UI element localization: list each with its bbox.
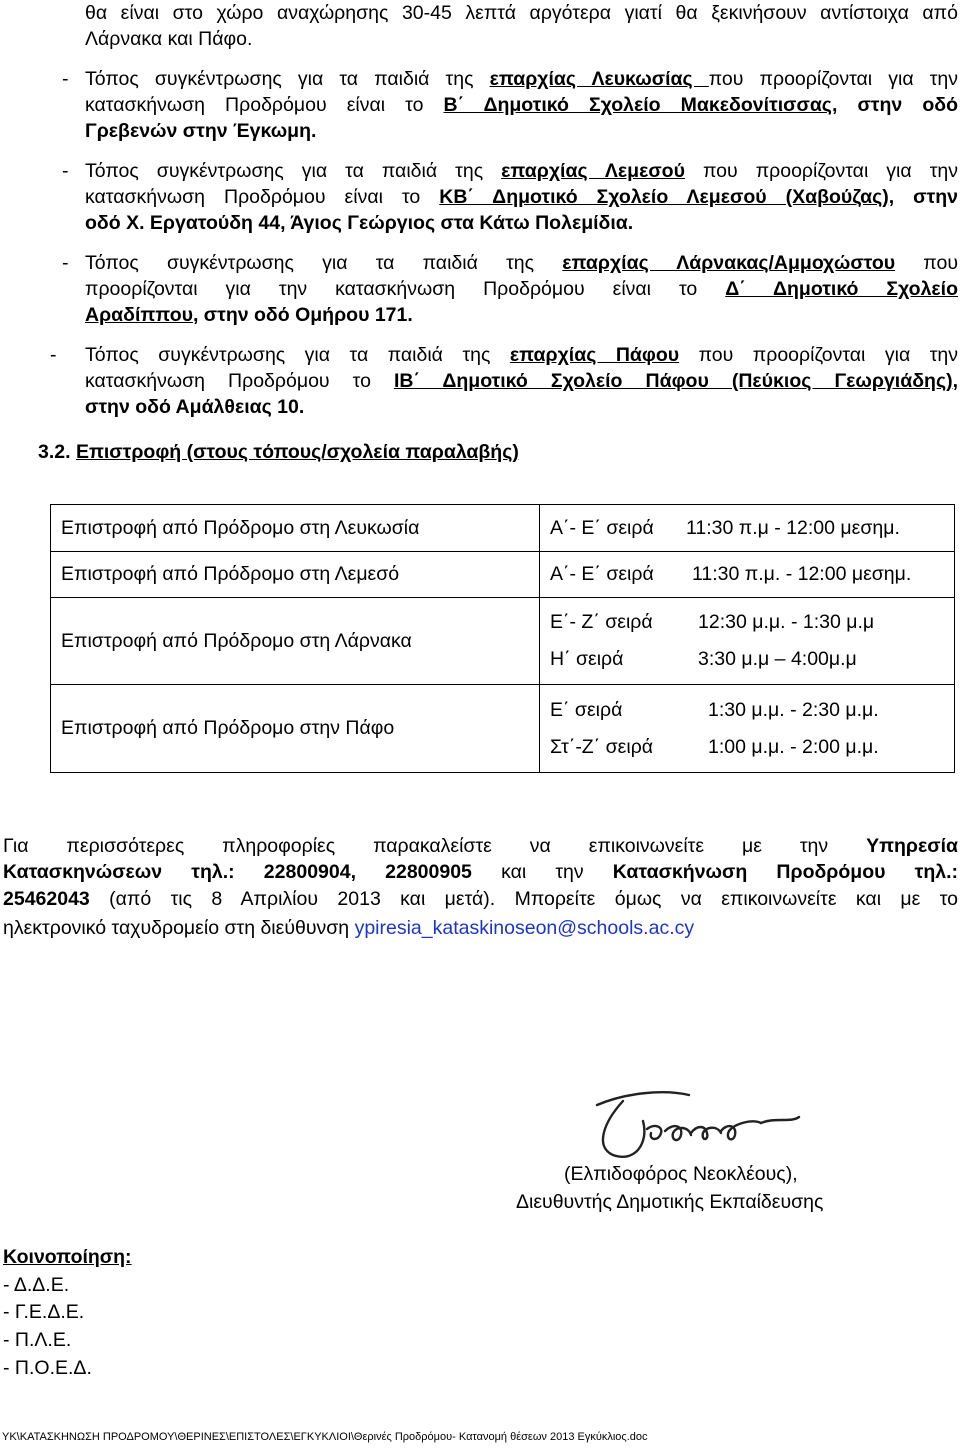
table-row [51, 552, 955, 598]
school-pafos: ΙΒ΄ Δημοτικό Σχολείο Πάφου (Πεύκιος Γεωργιάδης) [394, 370, 953, 392]
time-slot [550, 692, 944, 729]
cc-heading [3, 1244, 132, 1270]
return-time-cell [540, 552, 955, 598]
larnaka-line-2 [85, 276, 958, 302]
text-span: Κατασκήνωση Προδρόμου τηλ.: [612, 861, 958, 883]
lemesos-line-3 [85, 210, 633, 236]
text-span: Τόπος συγκέντρωσης για τα παιδιά της [85, 344, 510, 366]
lemesos-line-2 [85, 184, 958, 210]
time-slot [550, 510, 944, 547]
larnaka-line-1 [85, 250, 958, 276]
text-span: στην οδό [837, 94, 958, 116]
text-span: κατασκήνωση Προδρόμου είναι το [85, 94, 444, 116]
text-span: ηλεκτρονικό ταχυδρομείο στη διεύθυνση [3, 917, 355, 939]
cc-item: - Δ.Δ.Ε. [3, 1274, 70, 1296]
phone-camp: 25462043 [3, 888, 90, 910]
section-heading [38, 441, 519, 464]
class-group: Ε΄- Ζ΄ σειρά [550, 611, 653, 633]
section-title: Επιστροφή (στους τόπους/σχολεία παραλαβής) [75, 441, 519, 463]
district-pafos: επαρχίας Πάφου [509, 344, 680, 366]
larnaka-line-3 [85, 302, 413, 328]
cc-item: - Π.Λ.Ε. [3, 1329, 72, 1351]
return-time: 11:30 π.μ. - 12:00 μεσημ. [692, 563, 912, 585]
address-pafos: στην οδό Αμάλθειας 10. [85, 396, 305, 418]
district-lefkosia: επαρχίας Λευκωσίας [489, 68, 709, 90]
return-schedule-body [51, 505, 955, 773]
class-group: Α΄- Ε΄ σειρά [550, 563, 654, 585]
text-span: κατασκήνωση Προδρόμου το [85, 370, 394, 392]
school-larnaka: Δ΄ Δημοτικό Σχολείο [725, 278, 958, 300]
table-row [51, 505, 955, 552]
address-lemesos: οδό Χ. Εργατούδη 44, Άγιος Γεώργιος στα Κάτω Πολεμίδια. [85, 212, 634, 234]
return-time: 1:30 μ.μ. - 2:30 μ.μ. [708, 698, 879, 721]
intro-line-1: θα είναι στο χώρο αναχώρησης 30-45 λεπτά αργότερα γιατί θα ξεκινήσουν αντίστοιχα από [85, 2, 958, 24]
text-span: που προορίζονται για την [679, 344, 959, 366]
lemesos-line-1 [85, 158, 958, 184]
lefkosia-line-3 [85, 118, 316, 144]
cc-item: - Γ.Ε.Δ.Ε. [3, 1301, 85, 1323]
time-slot [550, 641, 944, 678]
text-span: Τόπος συγκέντρωσης για τα παιδιά της [85, 160, 502, 182]
phone-service: Κατασκηνώσεων τηλ.: 22800904, 22800905 [3, 861, 472, 883]
handwritten-signature [585, 1083, 815, 1173]
time-slot [550, 556, 944, 593]
signatory-name: (Ελπιδοφόρος Νεοκλέους), [564, 1163, 798, 1185]
table-row [51, 598, 955, 685]
return-time: 12:30 μ.μ. - 1:30 μ.μ [698, 611, 875, 633]
pafos-line-2 [85, 368, 958, 394]
time-slot [550, 729, 944, 766]
bullet-dash: - [62, 160, 69, 182]
text-span: , στην [888, 186, 958, 208]
return-place-cell: Επιστροφή από Πρόδρομο στη Λεμεσό [51, 552, 540, 598]
time-slot [550, 604, 944, 641]
return-place-cell: Επιστροφή από Πρόδρομο στη Λευκωσία [51, 505, 540, 552]
text-span: Υπηρεσία [866, 835, 958, 857]
table-row [51, 685, 955, 773]
intro-line-2: Λάρνακα και Πάφο. [85, 28, 253, 50]
bullet-dash: - [62, 68, 69, 90]
section-number: 3.2. [38, 441, 71, 463]
bullet-dash: - [50, 344, 57, 366]
class-group: Στ΄-Ζ΄ σειρά [550, 735, 654, 758]
return-time: 11:30 π.μ - 12:00 μεσημ. [686, 516, 900, 539]
class-group: Η΄ σειρά [550, 648, 624, 670]
return-time-cell [540, 505, 955, 552]
address-larnaka: , στην οδό Ομήρου 171. [192, 304, 413, 326]
text-span: προορίζονται για την κατασκήνωση Προδρόμου είναι το [85, 278, 726, 300]
school-larnaka-town: Αραδίππου [85, 304, 193, 326]
return-place-cell: Επιστροφή από Πρόδρομο στην Πάφο [51, 685, 540, 773]
return-time: 1:00 μ.μ. - 2:00 μ.μ. [708, 735, 879, 758]
class-group: Α΄- Ε΄ σειρά [550, 516, 654, 539]
text-span: και την [471, 861, 613, 883]
district-larnaka: επαρχίας Λάρνακας/Αμμοχώστου [562, 252, 896, 274]
pafos-line-1 [85, 342, 958, 368]
cc-item: - Π.Ο.Ε.Δ. [3, 1357, 92, 1379]
return-schedule-table [50, 504, 955, 773]
school-lefkosia: Β΄ Δημοτικό Σχολείο Μακεδονίτισσας, [443, 94, 838, 116]
return-time-cell [540, 598, 955, 685]
footer-file-path: ΥΚ\ΚΑΤΑΣΚΗΝΩΣΗ ΠΡΟΔΡΟΜΟΥ\ΘΕΡΙΝΕΣ\ΕΠΙΣΤΟΛΕΣ\ΕΓΚΥΚΛΙΟΙ\Θερινές Προδρόμου- Κατανομή θέσεων 2013 Εγκύκλιος.doc [2, 1431, 648, 1443]
text-span: που [895, 252, 958, 274]
bullet-dash: - [62, 252, 69, 274]
return-place-cell: Επιστροφή από Πρόδρομο στη Λάρνακα [51, 598, 540, 685]
signatory-title: Διευθυντής Δημοτικής Εκπαίδευσης [516, 1191, 824, 1213]
text-span: Για περισσότερες πληροφορίες παρακαλείστε να επικοινωνείτε με την [3, 835, 867, 857]
text-span: κατασκήνωση Προδρόμου είναι το [85, 186, 440, 208]
contact-line-4 [3, 915, 694, 941]
lefkosia-line-2 [85, 92, 958, 118]
contact-line-2 [3, 859, 958, 885]
text-span: Τόπος συγκέντρωσης για τα παιδιά της [85, 252, 563, 274]
pafos-line-3 [85, 394, 304, 420]
text-span: που προορίζονται για την [684, 160, 958, 182]
return-time: 3:30 μ.μ – 4:00μ.μ [698, 648, 857, 670]
class-group: Ε΄ σειρά [550, 698, 623, 721]
school-lemesos: ΚΒ΄ Δημοτικό Σχολείο Λεμεσού (Χαβούζας) [439, 186, 889, 208]
text-span: που προορίζονται για την [708, 68, 958, 90]
address-lefkosia: Γρεβενών στην Έγκωμη. [85, 120, 317, 142]
text-span: , [952, 370, 958, 392]
cc-heading-text: Κοινοποίηση: [3, 1246, 132, 1268]
return-time-cell [540, 685, 955, 773]
district-lemesos: επαρχίας Λεμεσού [501, 160, 685, 182]
email-link[interactable]: ypiresia_kataskinoseon@schools.ac.cy [354, 917, 695, 939]
lefkosia-line-1 [85, 66, 958, 92]
text-span: Τόπος συγκέντρωσης για τα παιδιά της [85, 68, 490, 90]
contact-line-3 [3, 886, 958, 912]
contact-line-1 [3, 833, 958, 859]
text-span: (από τις 8 Απριλίου 2013 και μετά). Μπορείτε όμως να επικοινωνείτε και με το [89, 888, 958, 910]
